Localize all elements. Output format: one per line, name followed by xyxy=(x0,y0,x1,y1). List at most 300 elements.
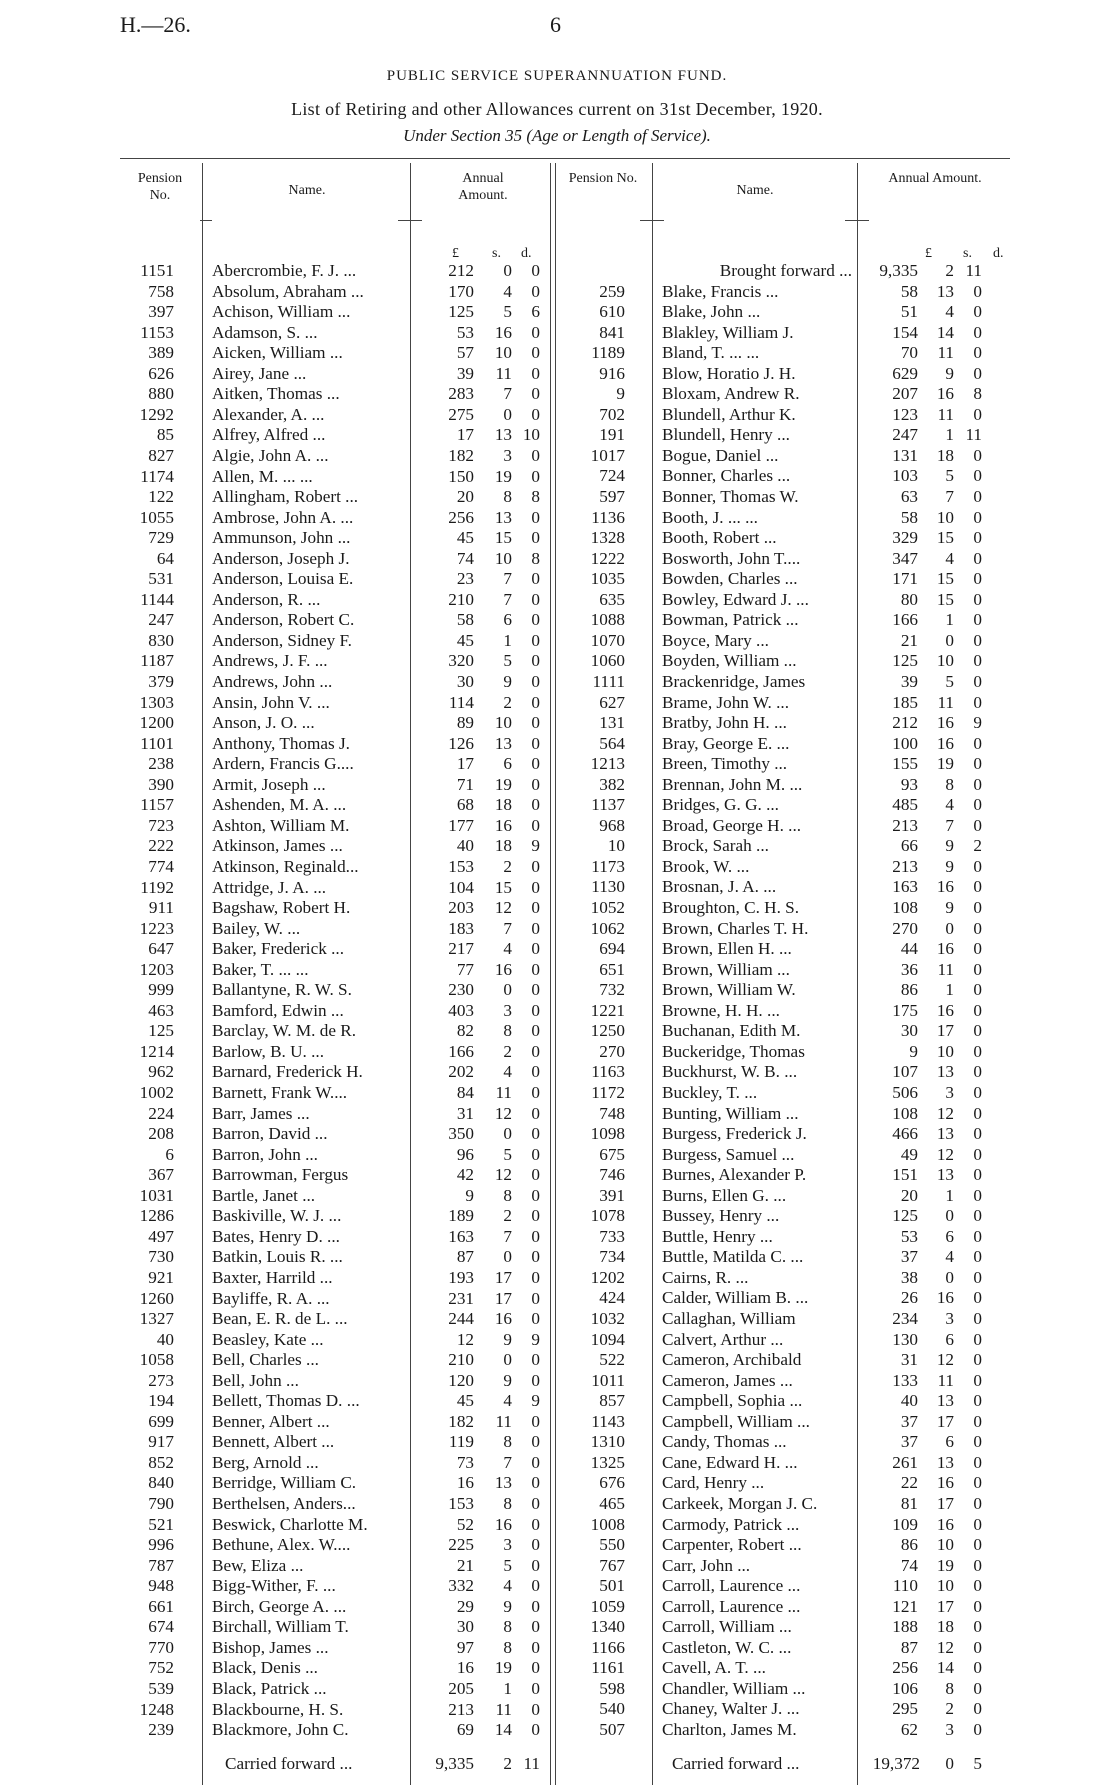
table-row xyxy=(0,487,1114,508)
amount-pence: 0 xyxy=(531,692,540,712)
amount-shillings: 15 xyxy=(936,589,954,609)
amount-shillings: 11 xyxy=(937,404,954,424)
pension-number: 125 xyxy=(148,1021,174,1041)
pension-number: 391 xyxy=(599,1185,625,1205)
amount-pence: 0 xyxy=(973,1103,982,1123)
amount-shillings: 4 xyxy=(945,548,954,568)
amount-pounds: 80 xyxy=(900,589,918,609)
amount-pence: 0 xyxy=(973,589,982,609)
pension-number: 962 xyxy=(148,1062,174,1082)
amount-shillings: 17 xyxy=(936,1596,954,1616)
pension-number: 1328 xyxy=(590,528,625,548)
amount-shillings: 9 xyxy=(945,898,954,917)
pensioner-name: Campbell, William ... xyxy=(662,1411,810,1431)
pensioner-name: Barnard, Frederick H. xyxy=(212,1062,363,1082)
amount-pence: 0 xyxy=(973,1267,982,1287)
amount-pounds: 213 xyxy=(448,1699,474,1719)
amount-pence: 0 xyxy=(973,1000,982,1020)
amount-pence: 0 xyxy=(531,1124,540,1144)
amount-pence: 0 xyxy=(973,815,982,835)
pensioner-name: Alfrey, Alfred ... xyxy=(212,425,326,445)
pensioner-name: Attridge, J. A. ... xyxy=(212,877,327,897)
pension-number: 748 xyxy=(599,1103,625,1123)
table-row xyxy=(0,1535,1114,1556)
pensioner-name: Allingham, Robert ... xyxy=(212,487,359,507)
amount-shillings: 8 xyxy=(503,1617,512,1637)
amount-pounds: 62 xyxy=(900,1720,918,1739)
table-row xyxy=(0,1145,1114,1166)
amount-shillings: 5 xyxy=(945,671,954,691)
pensioner-name: Calvert, Arthur ... xyxy=(662,1329,784,1349)
pensioner-name: Broad, George H. ... xyxy=(662,815,802,835)
amount-pence: 0 xyxy=(973,548,982,568)
amount-shillings: 7 xyxy=(503,1452,512,1472)
amount-shillings: 0 xyxy=(945,1267,954,1287)
amount-pounds: 347 xyxy=(892,548,918,568)
amount-pence: 0 xyxy=(531,1637,540,1657)
pension-number: 1059 xyxy=(590,1596,625,1616)
pension-number: 10 xyxy=(607,836,625,856)
pounds-unit: £ xyxy=(925,246,932,261)
amount-pounds: 107 xyxy=(892,1062,918,1082)
pension-number: 122 xyxy=(148,487,174,507)
amount-pence: 0 xyxy=(531,1555,540,1575)
amount-pounds: 16 xyxy=(456,1658,474,1678)
carried-forward-label: Carried forward ... xyxy=(225,1754,353,1773)
pensioner-name: Chandler, William ... xyxy=(662,1678,806,1698)
amount-pounds: 131 xyxy=(892,445,918,465)
amount-pounds: 30 xyxy=(900,1021,918,1041)
table-row xyxy=(0,1083,1114,1104)
pensioner-name: Bethune, Alex. W.... xyxy=(212,1535,351,1555)
table-row xyxy=(0,939,1114,960)
amount-pounds: 109 xyxy=(892,1514,918,1534)
pension-number: 1017 xyxy=(590,445,625,465)
pension-number: 382 xyxy=(599,774,625,794)
table-row xyxy=(0,1699,1114,1720)
pension-number: 1187 xyxy=(140,651,174,671)
pension-number: 916 xyxy=(599,363,625,383)
table-row xyxy=(0,795,1114,816)
amount-pence: 0 xyxy=(973,322,982,342)
pensioner-name: Buttle, Henry ... xyxy=(662,1226,773,1246)
amount-pence: 0 xyxy=(531,1083,540,1102)
pensioner-name: Anderson, Joseph J. xyxy=(212,548,350,568)
amount-shillings: 9 xyxy=(945,856,954,876)
pensioner-name: Anthony, Thomas J. xyxy=(212,733,350,753)
amount-shillings: 11 xyxy=(937,959,954,979)
table-row xyxy=(0,1227,1114,1248)
amount-pence: 8 xyxy=(973,384,982,404)
amount-pounds: 466 xyxy=(892,1124,918,1144)
table-row xyxy=(0,1042,1114,1063)
pensioner-name: Cairns, R. ... xyxy=(662,1267,749,1287)
table-row xyxy=(0,1268,1114,1289)
amount-pounds: 74 xyxy=(900,1555,918,1575)
table-row xyxy=(0,857,1114,878)
amount-pence: 6 xyxy=(531,302,540,322)
amount-shillings: 10 xyxy=(494,713,512,733)
pension-number: 1098 xyxy=(590,1124,625,1144)
amount-pounds: 39 xyxy=(456,363,474,383)
amount-shillings: 16 xyxy=(936,1473,954,1493)
amount-pence: 0 xyxy=(531,1185,540,1205)
pension-number: 880 xyxy=(148,384,174,404)
amount-pounds: 74 xyxy=(456,548,474,568)
pension-number: 463 xyxy=(148,1000,174,1020)
pension-number: 539 xyxy=(148,1678,174,1698)
amount-pounds: 38 xyxy=(900,1267,918,1287)
amount-shillings: 4 xyxy=(503,281,512,301)
pension-number: 1172 xyxy=(591,1082,625,1102)
pension-number: 1060 xyxy=(590,651,625,671)
amount-shillings: 4 xyxy=(503,1391,512,1411)
amount-pence: 0 xyxy=(531,261,540,280)
pension-number: 208 xyxy=(148,1124,174,1144)
pension-number: 465 xyxy=(599,1493,625,1513)
amount-pence: 0 xyxy=(973,1165,982,1185)
pensioner-name: Brackenridge, James xyxy=(662,671,806,691)
table-row xyxy=(0,528,1114,549)
amount-pence: 10 xyxy=(522,425,540,445)
amount-shillings: 16 xyxy=(936,384,954,404)
amount-shillings: 9 xyxy=(945,836,954,856)
amount-pence: 0 xyxy=(531,404,540,424)
pensioner-name: Charlton, James M. xyxy=(662,1720,797,1739)
annual-amount-header: Annual Amount. xyxy=(888,171,982,186)
carried-forward-label: Carried forward ... xyxy=(672,1754,800,1773)
amount-pounds: 234 xyxy=(892,1309,918,1328)
pension-number: 999 xyxy=(148,980,174,1000)
amount-pence: 0 xyxy=(973,1206,982,1226)
amount-shillings: 7 xyxy=(503,589,512,609)
amount-pounds: 121 xyxy=(892,1596,918,1616)
amount-shillings: 3 xyxy=(945,1720,954,1739)
amount-shillings: 7 xyxy=(503,569,512,589)
table-row xyxy=(0,405,1114,426)
pensioner-name: Buckeridge, Thomas xyxy=(662,1041,805,1061)
table-row xyxy=(0,1556,1114,1577)
pension-number: 247 xyxy=(148,610,174,630)
table-row xyxy=(0,919,1114,940)
amount-shillings: 0 xyxy=(945,630,954,650)
amount-pence: 0 xyxy=(973,1082,982,1102)
pensioner-name: Bowden, Charles ... xyxy=(662,569,798,589)
pensioner-name: Baker, Frederick ... xyxy=(212,939,344,959)
amount-pounds: 403 xyxy=(448,1000,474,1020)
amount-pounds: 170 xyxy=(448,281,474,301)
pension-number: 424 xyxy=(599,1288,625,1308)
amount-pounds: 31 xyxy=(456,1103,474,1123)
amount-pounds: 30 xyxy=(456,1617,474,1637)
amount-pounds: 207 xyxy=(892,384,918,404)
amount-pence: 0 xyxy=(973,671,982,691)
amount-pounds: 66 xyxy=(900,836,918,856)
amount-shillings: 1 xyxy=(945,980,954,1000)
table-row xyxy=(0,1432,1114,1453)
amount-pounds: 210 xyxy=(448,589,474,609)
table-row xyxy=(0,1288,1114,1309)
amount-pounds: 108 xyxy=(892,1103,918,1123)
amount-pounds: 53 xyxy=(900,1226,918,1246)
pensioner-name: Anson, J. O. ... xyxy=(212,713,315,733)
amount-pence: 0 xyxy=(531,651,540,671)
amount-pence: 0 xyxy=(973,528,982,548)
amount-shillings: 16 xyxy=(494,322,512,342)
amount-pence: 0 xyxy=(531,672,540,691)
pension-number: 9 xyxy=(616,384,625,404)
pension-number: 497 xyxy=(148,1226,174,1246)
pension-number: 194 xyxy=(148,1391,174,1411)
pensioner-name: Bussey, Henry ... xyxy=(662,1206,780,1226)
pensioner-name: Cane, Edward H. ... xyxy=(662,1452,798,1472)
amount-pounds: 283 xyxy=(448,384,474,404)
amount-pounds: 17 xyxy=(456,425,474,445)
pensioner-name: Bratby, John H. ... xyxy=(662,713,787,733)
table-row xyxy=(0,1658,1114,1679)
amount-pence: 0 xyxy=(531,1370,540,1390)
pensioner-name: Carroll, Laurence ... xyxy=(662,1596,801,1616)
amount-pounds: 171 xyxy=(892,569,918,589)
amount-pounds: 205 xyxy=(448,1678,474,1698)
amount-pence: 8 xyxy=(531,548,540,568)
pension-number: 610 xyxy=(599,302,625,322)
amount-pounds: 166 xyxy=(448,1041,474,1061)
table-row xyxy=(0,1371,1114,1392)
amount-pounds: 70 xyxy=(900,343,918,363)
amount-pounds: 23 xyxy=(456,569,474,589)
amount-pounds: 150 xyxy=(448,466,474,486)
pension-number: 1192 xyxy=(140,877,174,897)
amount-pounds: 230 xyxy=(448,980,474,1000)
pension-number: 1062 xyxy=(590,918,625,938)
amount-shillings: 0 xyxy=(503,980,512,1000)
pension-number: 840 xyxy=(148,1473,174,1493)
amount-shillings: 16 xyxy=(936,1514,954,1534)
amount-shillings: 8 xyxy=(945,774,954,794)
amount-shillings: 8 xyxy=(503,1185,512,1205)
amount-pence: 0 xyxy=(973,445,982,465)
amount-pence: 0 xyxy=(973,1720,982,1739)
table-row xyxy=(0,1350,1114,1371)
amount-pence: 0 xyxy=(531,1411,540,1431)
pension-no-header: Pension No. xyxy=(137,171,183,203)
table-row xyxy=(0,1330,1114,1351)
amount-shillings: 17 xyxy=(936,1021,954,1041)
amount-pounds: 217 xyxy=(448,939,474,959)
amount-shillings: 12 xyxy=(494,898,512,918)
amount-shillings: 6 xyxy=(503,610,512,630)
amount-shillings: 7 xyxy=(503,384,512,404)
table-row xyxy=(0,1453,1114,1474)
pension-number: 746 xyxy=(599,1165,625,1185)
amount-pence: 0 xyxy=(973,1041,982,1061)
pensioner-name: Barr, James ... xyxy=(212,1103,310,1123)
amount-pence: 9 xyxy=(531,1391,540,1411)
pension-number: 1161 xyxy=(591,1658,625,1678)
amount-pounds: 58 xyxy=(900,281,918,301)
brought-forward-shillings: 2 xyxy=(945,261,954,280)
amount-shillings: 15 xyxy=(494,877,512,897)
amount-pounds: 44 xyxy=(900,939,918,959)
pensioner-name: Ashton, William M. xyxy=(212,815,350,835)
pensioner-name: Blundell, Henry ... xyxy=(662,425,790,445)
amount-pence: 0 xyxy=(531,856,540,876)
amount-pence: 0 xyxy=(531,1576,540,1596)
amount-pounds: 256 xyxy=(448,507,474,527)
pensioner-name: Burns, Ellen G. ... xyxy=(662,1185,787,1205)
amount-pence: 0 xyxy=(973,1370,982,1390)
table-row xyxy=(0,1412,1114,1433)
pensioner-name: Beasley, Kate ... xyxy=(212,1329,324,1349)
pension-number: 389 xyxy=(148,343,174,363)
amount-pence: 0 xyxy=(973,1185,982,1205)
amount-pounds: 89 xyxy=(456,713,474,733)
table-row xyxy=(0,734,1114,755)
amount-pence: 0 xyxy=(531,733,540,753)
table-row xyxy=(0,446,1114,467)
pension-number: 1189 xyxy=(591,343,625,363)
amount-pence: 0 xyxy=(531,1021,540,1041)
amount-pence: 8 xyxy=(531,487,540,507)
pensioner-name: Andrews, J. F. ... xyxy=(212,651,328,671)
pensioner-name: Bridges, G. G. ... xyxy=(662,795,779,815)
pensioner-name: Barrowman, Fergus xyxy=(212,1165,349,1185)
pensioner-name: Abercrombie, F. J. ... xyxy=(212,261,357,280)
pension-number: 647 xyxy=(148,939,174,959)
table-row xyxy=(0,1001,1114,1022)
table-row xyxy=(0,1494,1114,1515)
amount-pence: 0 xyxy=(531,1267,540,1287)
table-row xyxy=(0,877,1114,898)
amount-pounds: 256 xyxy=(892,1658,918,1678)
amount-pence: 0 xyxy=(531,1350,540,1370)
amount-pounds: 130 xyxy=(892,1329,918,1349)
pension-number: 1310 xyxy=(590,1432,625,1452)
pension-number: 774 xyxy=(148,856,174,876)
amount-pence: 0 xyxy=(973,404,982,424)
table-row xyxy=(0,569,1114,590)
table-row xyxy=(0,1720,1114,1741)
table-row xyxy=(0,754,1114,775)
pension-number: 1058 xyxy=(139,1350,174,1370)
pension-number: 734 xyxy=(599,1247,625,1267)
pensioner-name: Blackbourne, H. S. xyxy=(212,1699,344,1719)
amount-pence: 0 xyxy=(973,1637,982,1657)
pensioner-name: Carroll, William ... xyxy=(662,1617,792,1637)
pensioner-name: Card, Henry ... xyxy=(662,1473,765,1493)
pensioner-name: Ardern, Francis G.... xyxy=(212,754,354,774)
pensioner-name: Breen, Timothy ... xyxy=(662,754,788,774)
amount-pounds: 68 xyxy=(456,795,474,815)
amount-pounds: 295 xyxy=(892,1699,918,1719)
pension-number: 222 xyxy=(148,836,174,856)
amount-pence: 0 xyxy=(973,630,982,650)
amount-shillings: 11 xyxy=(495,363,512,383)
pensioner-name: Airey, Jane ... xyxy=(212,363,307,383)
pension-number: 367 xyxy=(148,1165,174,1185)
amount-pounds: 42 xyxy=(456,1165,474,1185)
amount-shillings: 16 xyxy=(494,815,512,835)
pensioner-name: Callaghan, William xyxy=(662,1309,796,1328)
amount-pence: 0 xyxy=(531,1596,540,1616)
table-row xyxy=(0,693,1114,714)
pensioner-name: Bellett, Thomas D. ... xyxy=(212,1391,360,1411)
amount-pounds: 119 xyxy=(448,1432,474,1452)
pensioner-name: Bowley, Edward J. ... xyxy=(662,589,809,609)
pension-number: 694 xyxy=(599,939,625,959)
amount-pounds: 163 xyxy=(892,877,918,897)
table-row xyxy=(0,323,1114,344)
pensioner-name: Barlow, B. U. ... xyxy=(212,1041,325,1061)
amount-pence: 0 xyxy=(973,1617,982,1637)
amount-shillings: 2 xyxy=(503,1041,512,1061)
pensioner-name: Blackmore, John C. xyxy=(212,1720,349,1740)
amount-shillings: 15 xyxy=(494,528,512,548)
amount-pounds: 29 xyxy=(456,1596,474,1616)
pension-number: 1130 xyxy=(591,877,625,897)
amount-pounds: 87 xyxy=(456,1247,474,1267)
pensioner-name: Browne, H. H. ... xyxy=(662,1000,780,1020)
amount-pounds: 45 xyxy=(456,1391,474,1411)
pensioner-name: Barron, John ... xyxy=(212,1144,318,1164)
amount-pence: 0 xyxy=(973,980,982,1000)
amount-pence: 0 xyxy=(531,1144,540,1164)
pension-number: 724 xyxy=(599,466,625,486)
amount-shillings: 0 xyxy=(503,261,512,280)
pensioner-name: Campbell, Sophia ... xyxy=(662,1391,803,1411)
pensioner-name: Bland, T. ... ... xyxy=(662,343,760,363)
pension-number: 1292 xyxy=(139,404,174,424)
amount-shillings: 19 xyxy=(494,774,512,794)
pensioner-name: Booth, J. ... ... xyxy=(662,507,758,527)
pensioner-name: Blow, Horatio J. H. xyxy=(662,363,796,383)
pension-number: 540 xyxy=(599,1699,625,1719)
amount-shillings: 14 xyxy=(936,322,954,342)
pension-number: 6 xyxy=(165,1144,174,1164)
amount-shillings: 12 xyxy=(936,1103,954,1123)
amount-pounds: 71 xyxy=(456,774,474,794)
page-number: 6 xyxy=(550,12,561,37)
pensioner-name: Castleton, W. C. ... xyxy=(662,1637,792,1657)
pensioner-name: Anderson, Robert C. xyxy=(212,610,355,630)
amount-pounds: 154 xyxy=(892,322,918,342)
brought-forward-label: Brought forward ... xyxy=(719,261,852,280)
carried-forward-pence: 11 xyxy=(523,1754,540,1773)
pensioner-name: Carr, John ... xyxy=(662,1555,751,1575)
name-header: Name. xyxy=(288,183,326,198)
amount-pence: 0 xyxy=(973,877,982,897)
amount-pounds: 212 xyxy=(448,261,474,280)
amount-pence: 0 xyxy=(531,1000,540,1020)
amount-shillings: 19 xyxy=(494,466,512,486)
pension-number: 911 xyxy=(148,898,174,918)
pension-number: 379 xyxy=(148,672,174,691)
pension-number: 1088 xyxy=(590,610,625,630)
amount-pence: 0 xyxy=(531,1288,540,1308)
pension-number: 1213 xyxy=(590,754,625,774)
pensioner-name: Baskiville, W. J. ... xyxy=(212,1206,342,1226)
amount-pence: 0 xyxy=(531,918,540,938)
pension-number: 1250 xyxy=(590,1021,625,1041)
amount-shillings: 5 xyxy=(503,1144,512,1164)
table-row xyxy=(0,508,1114,529)
header-bottom-rule xyxy=(398,220,422,221)
annual-amount-header: Annual Amount. xyxy=(458,171,508,203)
pensioner-name: Carroll, Laurence ... xyxy=(662,1576,801,1596)
document-subtitle: List of Retiring and other Allowances current on 31st December, 1920. xyxy=(291,99,823,119)
amount-shillings: 3 xyxy=(945,1082,954,1102)
